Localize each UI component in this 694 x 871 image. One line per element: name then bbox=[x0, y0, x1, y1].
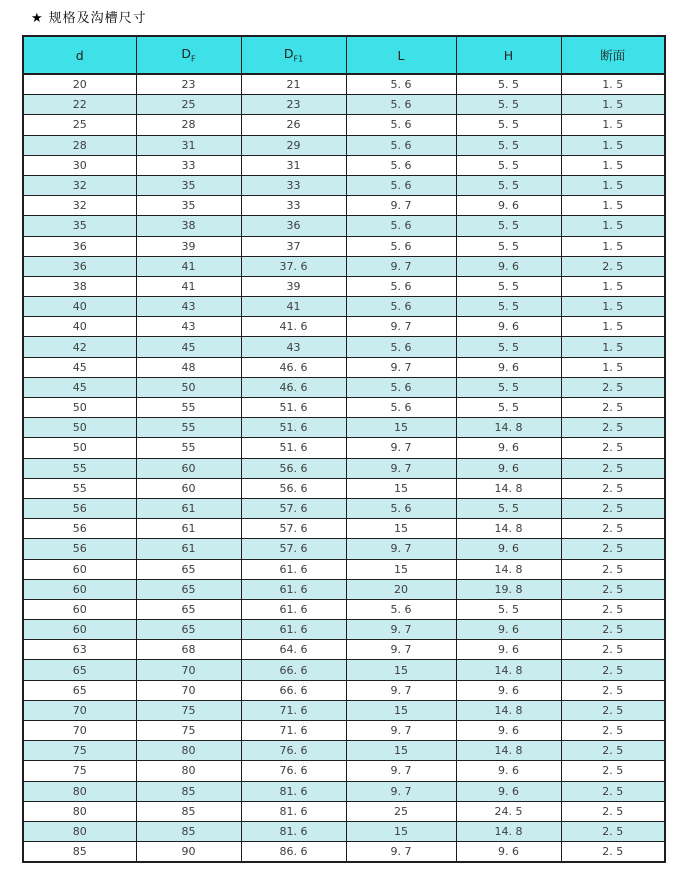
table-row bbox=[23, 559, 665, 579]
table-cell: 45 bbox=[23, 377, 136, 397]
column-header: 断面 bbox=[561, 36, 665, 74]
table-cell: 50 bbox=[23, 438, 136, 458]
table-cell: 45 bbox=[23, 357, 136, 377]
table-cell: 14. 8 bbox=[456, 519, 561, 539]
table-cell: 14. 8 bbox=[456, 418, 561, 438]
table-cell: 63 bbox=[23, 640, 136, 660]
table-cell: 60 bbox=[23, 579, 136, 599]
table-cell: 30 bbox=[23, 155, 136, 175]
column-header: $D_{F1}$ bbox=[241, 36, 346, 74]
table-row bbox=[23, 821, 665, 841]
table-cell: 5. 5 bbox=[456, 297, 561, 317]
table-row bbox=[23, 95, 665, 115]
table-cell: 33 bbox=[136, 155, 241, 175]
table-cell: 9. 7 bbox=[346, 256, 456, 276]
table-cell: 9. 7 bbox=[346, 721, 456, 741]
table-cell: 75 bbox=[23, 741, 136, 761]
table-cell: 9. 6 bbox=[456, 196, 561, 216]
table-cell: 64. 6 bbox=[241, 640, 346, 660]
table-cell: 60 bbox=[23, 559, 136, 579]
table-cell: 9. 7 bbox=[346, 458, 456, 478]
table-cell: 43 bbox=[136, 297, 241, 317]
table-cell: 2. 5 bbox=[561, 377, 665, 397]
table-header-row bbox=[23, 36, 665, 74]
table-cell: 28 bbox=[23, 135, 136, 155]
table-cell: 5. 5 bbox=[456, 236, 561, 256]
table-cell: 1. 5 bbox=[561, 317, 665, 337]
table-cell: 2. 5 bbox=[561, 781, 665, 801]
table-cell: 65 bbox=[136, 599, 241, 619]
table-cell: 75 bbox=[136, 700, 241, 720]
table-cell: 51. 6 bbox=[241, 418, 346, 438]
table-cell: 9. 6 bbox=[456, 539, 561, 559]
table-cell: 56. 6 bbox=[241, 458, 346, 478]
table-cell: 70 bbox=[136, 660, 241, 680]
table-cell: 45 bbox=[136, 337, 241, 357]
column-header: H bbox=[456, 36, 561, 74]
page-title: 规格及沟槽尺寸 bbox=[48, 11, 147, 26]
table-cell: 14. 8 bbox=[456, 741, 561, 761]
table-cell: 2. 5 bbox=[561, 539, 665, 559]
table-cell: 35 bbox=[136, 196, 241, 216]
table-cell: 85 bbox=[136, 801, 241, 821]
table-row bbox=[23, 599, 665, 619]
table-cell: 50 bbox=[23, 418, 136, 438]
table-row bbox=[23, 317, 665, 337]
table-cell: 2. 5 bbox=[561, 519, 665, 539]
table-row bbox=[23, 276, 665, 296]
table-cell: 68 bbox=[136, 640, 241, 660]
table-cell: 1. 5 bbox=[561, 276, 665, 296]
table-cell: 5. 5 bbox=[456, 337, 561, 357]
table-cell: 39 bbox=[136, 236, 241, 256]
table-cell: 80 bbox=[136, 741, 241, 761]
table-cell: 43 bbox=[241, 337, 346, 357]
table-cell: 70 bbox=[23, 721, 136, 741]
table-row bbox=[23, 256, 665, 276]
table-cell: 2. 5 bbox=[561, 821, 665, 841]
table-cell: 9. 6 bbox=[456, 438, 561, 458]
table-cell: 1. 5 bbox=[561, 175, 665, 195]
table-cell: 60 bbox=[136, 478, 241, 498]
table-row bbox=[23, 801, 665, 821]
table-cell: 61 bbox=[136, 498, 241, 518]
table-cell: 9. 7 bbox=[346, 196, 456, 216]
table-row bbox=[23, 498, 665, 518]
table-cell: 46. 6 bbox=[241, 377, 346, 397]
table-cell: 5. 5 bbox=[456, 398, 561, 418]
table-cell: 2. 5 bbox=[561, 559, 665, 579]
table-cell: 56 bbox=[23, 498, 136, 518]
table-cell: 57. 6 bbox=[241, 519, 346, 539]
table-row bbox=[23, 418, 665, 438]
table-cell: 32 bbox=[23, 175, 136, 195]
table-cell: 40 bbox=[23, 317, 136, 337]
table-cell: 2. 5 bbox=[561, 498, 665, 518]
table-cell: 9. 7 bbox=[346, 761, 456, 781]
table-cell: 5. 5 bbox=[456, 115, 561, 135]
table-cell: 35 bbox=[23, 216, 136, 236]
table-cell: 15 bbox=[346, 821, 456, 841]
table-cell: 29 bbox=[241, 135, 346, 155]
table-cell: 70 bbox=[23, 700, 136, 720]
table-cell: 9. 6 bbox=[456, 761, 561, 781]
table-cell: 1. 5 bbox=[561, 357, 665, 377]
table-cell: 66. 6 bbox=[241, 660, 346, 680]
table-cell: 5. 5 bbox=[456, 95, 561, 115]
table-row bbox=[23, 236, 665, 256]
table-cell: 5. 6 bbox=[346, 276, 456, 296]
table-cell: 55 bbox=[136, 398, 241, 418]
table-cell: 1. 5 bbox=[561, 115, 665, 135]
table-row bbox=[23, 721, 665, 741]
table-cell: 60 bbox=[136, 458, 241, 478]
table-row bbox=[23, 741, 665, 761]
table-cell: 55 bbox=[23, 478, 136, 498]
table-cell: 2. 5 bbox=[561, 640, 665, 660]
table-cell: 5. 5 bbox=[456, 498, 561, 518]
table-cell: 14. 8 bbox=[456, 559, 561, 579]
table-cell: 56 bbox=[23, 539, 136, 559]
table-cell: 75 bbox=[136, 721, 241, 741]
table-cell: 23 bbox=[136, 74, 241, 95]
table-cell: 39 bbox=[241, 276, 346, 296]
table-cell: 36 bbox=[23, 256, 136, 276]
table-cell: 5. 6 bbox=[346, 498, 456, 518]
table-cell: 90 bbox=[136, 842, 241, 863]
table-cell: 80 bbox=[23, 801, 136, 821]
table-cell: 31 bbox=[241, 155, 346, 175]
table-cell: 65 bbox=[136, 559, 241, 579]
table-cell: 36 bbox=[23, 236, 136, 256]
table-cell: 9. 7 bbox=[346, 640, 456, 660]
table-cell: 76. 6 bbox=[241, 741, 346, 761]
table-cell: 61 bbox=[136, 519, 241, 539]
table-cell: 15 bbox=[346, 519, 456, 539]
table-cell: 65 bbox=[136, 579, 241, 599]
table-cell: 57. 6 bbox=[241, 498, 346, 518]
table-row bbox=[23, 519, 665, 539]
table-cell: 80 bbox=[136, 761, 241, 781]
table-cell: 9. 6 bbox=[456, 458, 561, 478]
table-row bbox=[23, 74, 665, 95]
table-cell: 2. 5 bbox=[561, 721, 665, 741]
table-cell: 61. 6 bbox=[241, 620, 346, 640]
table-row bbox=[23, 135, 665, 155]
table-cell: 5. 5 bbox=[456, 155, 561, 175]
table-cell: 5. 5 bbox=[456, 377, 561, 397]
table-cell: 55 bbox=[136, 418, 241, 438]
table-cell: 51. 6 bbox=[241, 398, 346, 418]
table-row bbox=[23, 196, 665, 216]
table-cell: 36 bbox=[241, 216, 346, 236]
table-cell: 56 bbox=[23, 519, 136, 539]
table-cell: 9. 7 bbox=[346, 781, 456, 801]
spec-dimensions-table bbox=[22, 35, 666, 863]
table-cell: 50 bbox=[136, 377, 241, 397]
table-cell: 80 bbox=[23, 781, 136, 801]
column-header: $D_F$ bbox=[136, 36, 241, 74]
table-cell: 5. 6 bbox=[346, 398, 456, 418]
table-row bbox=[23, 700, 665, 720]
table-cell: 60 bbox=[23, 599, 136, 619]
table-cell: 80 bbox=[23, 821, 136, 841]
table-row bbox=[23, 398, 665, 418]
table-body bbox=[23, 74, 665, 862]
table-cell: 25 bbox=[346, 801, 456, 821]
table-cell: 2. 5 bbox=[561, 418, 665, 438]
table-cell: 5. 6 bbox=[346, 337, 456, 357]
table-cell: 9. 7 bbox=[346, 317, 456, 337]
table-cell: 5. 5 bbox=[456, 135, 561, 155]
table-cell: 9. 6 bbox=[456, 781, 561, 801]
star-icon: ★ bbox=[31, 11, 44, 26]
table-row bbox=[23, 216, 665, 236]
table-cell: 66. 6 bbox=[241, 680, 346, 700]
table-cell: 76. 6 bbox=[241, 761, 346, 781]
table-cell: 5. 6 bbox=[346, 74, 456, 95]
table-cell: 41 bbox=[136, 256, 241, 276]
table-cell: 9. 7 bbox=[346, 620, 456, 640]
table-row bbox=[23, 175, 665, 195]
table-cell: 51. 6 bbox=[241, 438, 346, 458]
table-cell: 9. 7 bbox=[346, 842, 456, 863]
table-cell: 2. 5 bbox=[561, 700, 665, 720]
table-cell: 5. 6 bbox=[346, 599, 456, 619]
table-row bbox=[23, 377, 665, 397]
table-cell: 65 bbox=[23, 680, 136, 700]
table-cell: 26 bbox=[241, 115, 346, 135]
table-cell: 9. 6 bbox=[456, 842, 561, 863]
table-cell: 43 bbox=[136, 317, 241, 337]
column-header: L bbox=[346, 36, 456, 74]
table-row bbox=[23, 458, 665, 478]
table-cell: 55 bbox=[23, 458, 136, 478]
table-cell: 33 bbox=[241, 175, 346, 195]
table-cell: 22 bbox=[23, 95, 136, 115]
table-cell: 15 bbox=[346, 741, 456, 761]
table-cell: 9. 7 bbox=[346, 357, 456, 377]
table-cell: 9. 6 bbox=[456, 357, 561, 377]
table-row bbox=[23, 155, 665, 175]
table-cell: 86. 6 bbox=[241, 842, 346, 863]
table-cell: 24. 5 bbox=[456, 801, 561, 821]
table-row bbox=[23, 842, 665, 863]
table-cell: 46. 6 bbox=[241, 357, 346, 377]
table-row bbox=[23, 478, 665, 498]
table-cell: 1. 5 bbox=[561, 155, 665, 175]
table-cell: 33 bbox=[241, 196, 346, 216]
table-cell: 2. 5 bbox=[561, 599, 665, 619]
table-cell: 71. 6 bbox=[241, 721, 346, 741]
table-cell: 2. 5 bbox=[561, 478, 665, 498]
table-cell: 9. 6 bbox=[456, 620, 561, 640]
table-cell: 14. 8 bbox=[456, 700, 561, 720]
table-cell: 38 bbox=[23, 276, 136, 296]
table-row bbox=[23, 640, 665, 660]
table-cell: 5. 6 bbox=[346, 135, 456, 155]
table-cell: 85 bbox=[23, 842, 136, 863]
table-cell: 48 bbox=[136, 357, 241, 377]
table-row bbox=[23, 579, 665, 599]
table-cell: 5. 5 bbox=[456, 175, 561, 195]
table-cell: 61. 6 bbox=[241, 599, 346, 619]
table-cell: 31 bbox=[136, 135, 241, 155]
table-cell: 75 bbox=[23, 761, 136, 781]
table-cell: 5. 6 bbox=[346, 95, 456, 115]
table-cell: 9. 6 bbox=[456, 680, 561, 700]
column-header: d bbox=[23, 36, 136, 74]
table-cell: 65 bbox=[136, 620, 241, 640]
table-cell: 56. 6 bbox=[241, 478, 346, 498]
table-cell: 28 bbox=[136, 115, 241, 135]
table-cell: 5. 5 bbox=[456, 599, 561, 619]
table-row bbox=[23, 357, 665, 377]
table-row bbox=[23, 297, 665, 317]
table-cell: 2. 5 bbox=[561, 458, 665, 478]
table-cell: 5. 6 bbox=[346, 115, 456, 135]
table-cell: 5. 6 bbox=[346, 297, 456, 317]
table-cell: 9. 6 bbox=[456, 721, 561, 741]
table-cell: 1. 5 bbox=[561, 74, 665, 95]
table-cell: 37. 6 bbox=[241, 256, 346, 276]
table-cell: 50 bbox=[23, 398, 136, 418]
table-row bbox=[23, 660, 665, 680]
table-cell: 9. 7 bbox=[346, 438, 456, 458]
table-cell: 25 bbox=[136, 95, 241, 115]
table-cell: 20 bbox=[346, 579, 456, 599]
table-cell: 37 bbox=[241, 236, 346, 256]
table-cell: 5. 5 bbox=[456, 74, 561, 95]
table-cell: 2. 5 bbox=[561, 256, 665, 276]
table-cell: 1. 5 bbox=[561, 216, 665, 236]
table-cell: 1. 5 bbox=[561, 236, 665, 256]
table-cell: 23 bbox=[241, 95, 346, 115]
table-cell: 85 bbox=[136, 821, 241, 841]
table-cell: 41 bbox=[136, 276, 241, 296]
table-cell: 41. 6 bbox=[241, 317, 346, 337]
table-cell: 1. 5 bbox=[561, 297, 665, 317]
table-cell: 2. 5 bbox=[561, 438, 665, 458]
table-cell: 5. 6 bbox=[346, 236, 456, 256]
table-cell: 1. 5 bbox=[561, 135, 665, 155]
table-cell: 5. 5 bbox=[456, 276, 561, 296]
table-cell: 61. 6 bbox=[241, 559, 346, 579]
table-row bbox=[23, 337, 665, 357]
table-cell: 9. 6 bbox=[456, 317, 561, 337]
table-cell: 2. 5 bbox=[561, 842, 665, 863]
section-title bbox=[31, 7, 147, 26]
table-row bbox=[23, 539, 665, 559]
table-cell: 2. 5 bbox=[561, 680, 665, 700]
table-cell: 65 bbox=[23, 660, 136, 680]
table-cell: 21 bbox=[241, 74, 346, 95]
table-cell: 1. 5 bbox=[561, 95, 665, 115]
table-cell: 5. 6 bbox=[346, 377, 456, 397]
table-cell: 81. 6 bbox=[241, 821, 346, 841]
table-cell: 9. 7 bbox=[346, 680, 456, 700]
table-cell: 5. 6 bbox=[346, 175, 456, 195]
table-row bbox=[23, 438, 665, 458]
table-cell: 15 bbox=[346, 700, 456, 720]
table-cell: 14. 8 bbox=[456, 478, 561, 498]
table-cell: 5. 6 bbox=[346, 216, 456, 236]
table-cell: 14. 8 bbox=[456, 660, 561, 680]
table-cell: 2. 5 bbox=[561, 660, 665, 680]
table-cell: 70 bbox=[136, 680, 241, 700]
table-cell: 81. 6 bbox=[241, 801, 346, 821]
table-cell: 2. 5 bbox=[561, 579, 665, 599]
table-cell: 85 bbox=[136, 781, 241, 801]
table-cell: 9. 7 bbox=[346, 539, 456, 559]
table-cell: 2. 5 bbox=[561, 741, 665, 761]
table-cell: 57. 6 bbox=[241, 539, 346, 559]
table-cell: 61. 6 bbox=[241, 579, 346, 599]
table-cell: 1. 5 bbox=[561, 196, 665, 216]
table-cell: 41 bbox=[241, 297, 346, 317]
table-cell: 1. 5 bbox=[561, 337, 665, 357]
table-cell: 32 bbox=[23, 196, 136, 216]
table-cell: 5. 6 bbox=[346, 155, 456, 175]
table-cell: 61 bbox=[136, 539, 241, 559]
table-cell: 42 bbox=[23, 337, 136, 357]
table-cell: 14. 8 bbox=[456, 821, 561, 841]
table-cell: 19. 8 bbox=[456, 579, 561, 599]
table-cell: 9. 6 bbox=[456, 640, 561, 660]
table-row bbox=[23, 680, 665, 700]
table-row bbox=[23, 761, 665, 781]
table-cell: 2. 5 bbox=[561, 398, 665, 418]
table-cell: 9. 6 bbox=[456, 256, 561, 276]
table-cell: 55 bbox=[136, 438, 241, 458]
table-cell: 81. 6 bbox=[241, 781, 346, 801]
table-cell: 71. 6 bbox=[241, 700, 346, 720]
table-cell: 15 bbox=[346, 660, 456, 680]
table-cell: 38 bbox=[136, 216, 241, 236]
table-cell: 5. 5 bbox=[456, 216, 561, 236]
table-cell: 40 bbox=[23, 297, 136, 317]
table-cell: 2. 5 bbox=[561, 620, 665, 640]
table-cell: 20 bbox=[23, 74, 136, 95]
table-cell: 2. 5 bbox=[561, 801, 665, 821]
table-cell: 15 bbox=[346, 418, 456, 438]
table-cell: 2. 5 bbox=[561, 761, 665, 781]
table-cell: 60 bbox=[23, 620, 136, 640]
table-row bbox=[23, 620, 665, 640]
table-row bbox=[23, 781, 665, 801]
table-cell: 25 bbox=[23, 115, 136, 135]
table-row bbox=[23, 115, 665, 135]
table-cell: 15 bbox=[346, 559, 456, 579]
table-cell: 15 bbox=[346, 478, 456, 498]
table-cell: 35 bbox=[136, 175, 241, 195]
